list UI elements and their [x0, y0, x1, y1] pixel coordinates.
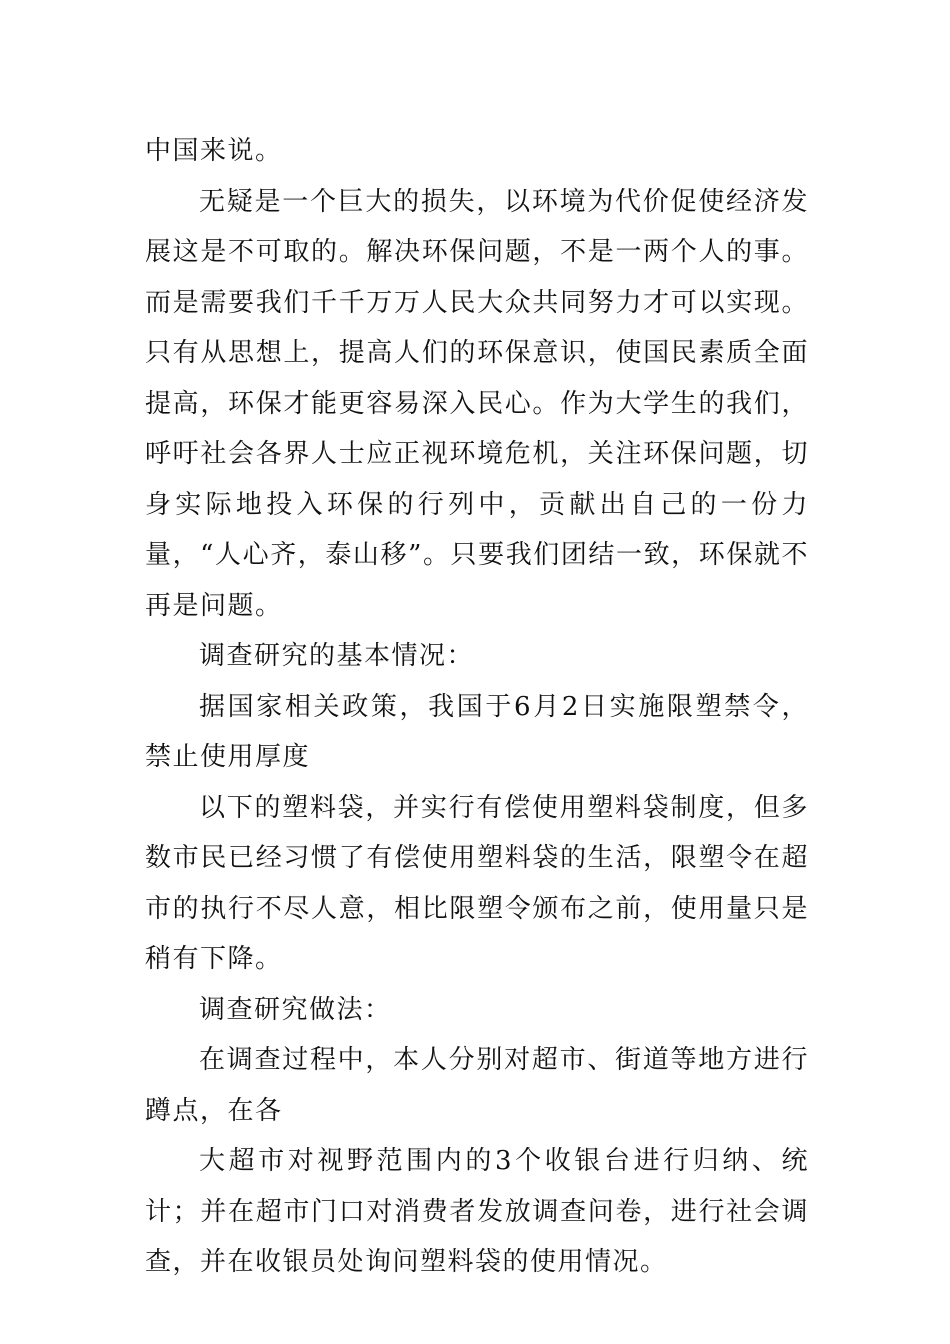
paragraph-3-heading: 调查研究的基本情况：	[199, 641, 475, 671]
document-body	[145, 126, 809, 1288]
paragraph-4: 据国家相关政策，我国于6月2日实施限塑禁令，禁止使用厚度	[145, 691, 809, 772]
paragraph-7: 在调查过程中，本人分别对超市、街道等地方进行蹲点，在各	[145, 1045, 809, 1126]
paragraph-8: 大超市对视野范围内的3个收银台进行归纳、统计；并在超市门口对消费者发放调查问卷，进行社会调查，并在收银员处询问塑料袋的使用情况。	[145, 1146, 809, 1277]
paragraph-2: 无疑是一个巨大的损失，以环境为代价促使经济发展这是不可取的。解决环保问题，不是一两个人的事。而是需要我们千千万万人民大众共同努力才可以实现。只有从思想上，提高人们的环保意识，使国民素质全面提高，环保才能更容易深入民心。作为大学生的我们，呼吁社会各界人士应正视环境危机，关注环保问题，切身实际地投入环保的行列中，贡献出自己的一份力量，“人心齐，泰山移”。只要我们团结一致，环保就不再是问题。	[145, 186, 809, 621]
paragraph-6-heading: 调查研究做法：	[199, 994, 392, 1025]
paragraph-5: 以下的塑料袋，并实行有偿使用塑料袋制度，但多数市民已经习惯了有偿使用塑料袋的生活，限塑令在超市的执行不尽人意，相比限塑令颁布之前，使用量只是稍有下降。	[145, 792, 809, 974]
paragraph-1: 中国来说。	[145, 136, 283, 166]
